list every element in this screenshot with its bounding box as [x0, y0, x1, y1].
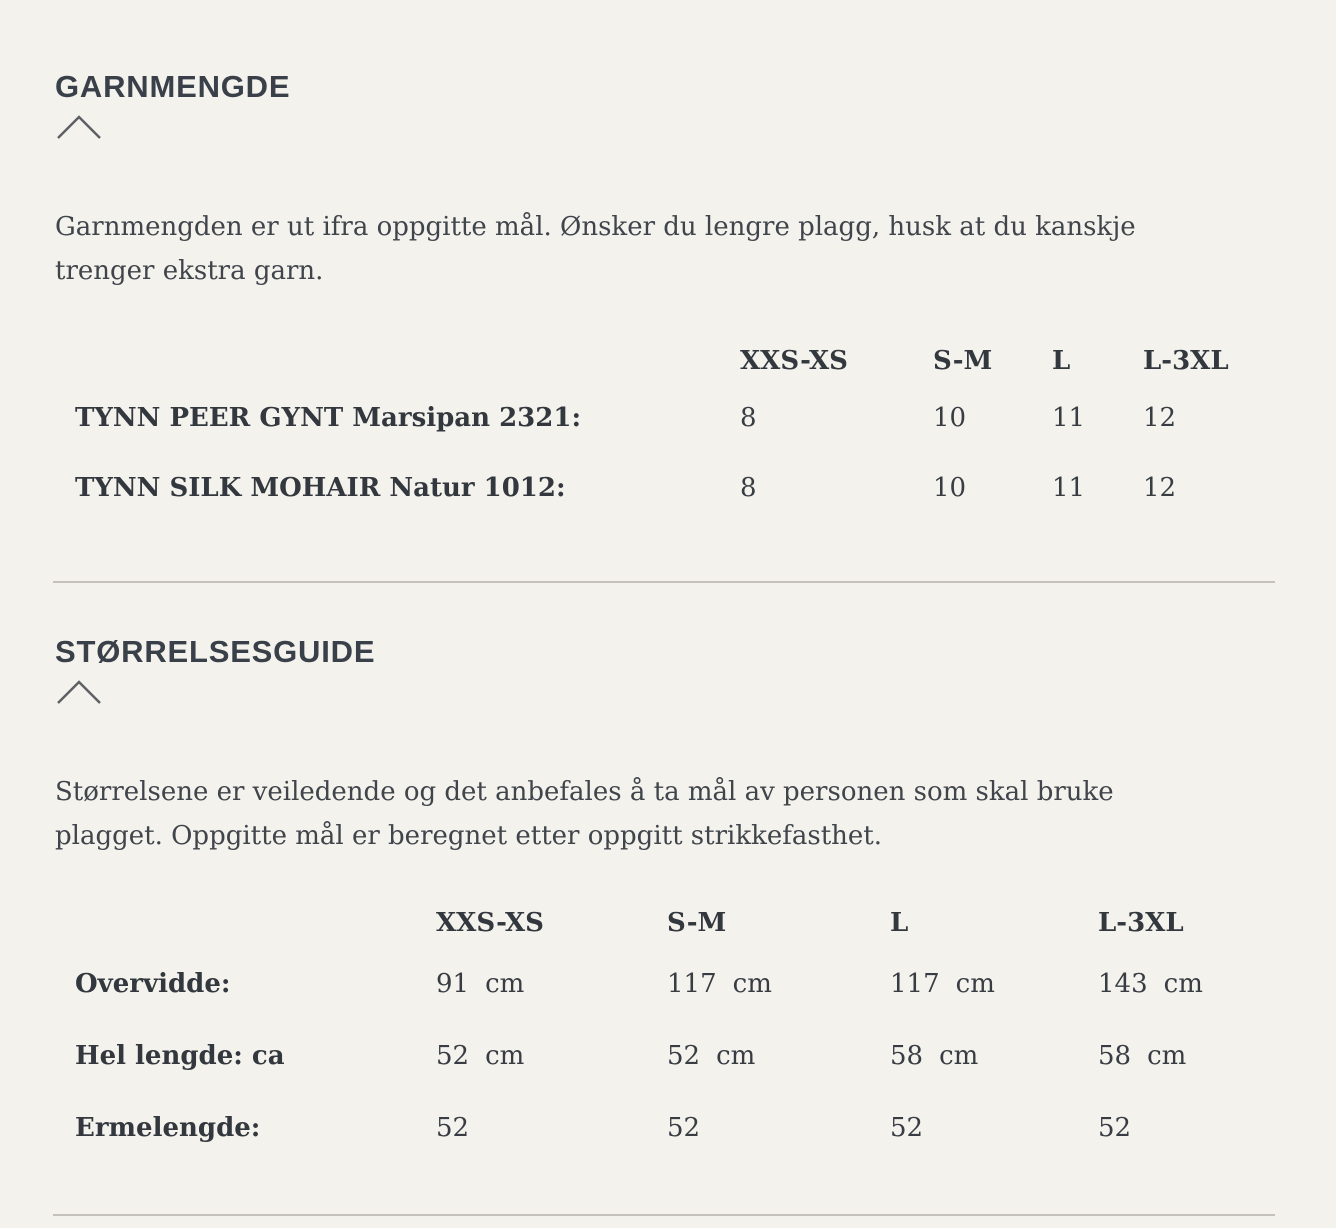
table-cell: 10	[933, 403, 967, 433]
section-title-storrelsesguide: STØRRELSESGUIDE	[55, 634, 376, 669]
measure-unit: cm	[939, 1041, 979, 1071]
measure-value: 58	[1098, 1041, 1132, 1071]
table-cell: 12	[1143, 473, 1177, 503]
measure-value: 58	[890, 1041, 924, 1071]
column-header-l-3xl: L-3XL	[1143, 346, 1229, 376]
chevron-up-icon[interactable]	[55, 678, 103, 706]
measure-value: 117	[667, 969, 717, 999]
measure-value: 117	[890, 969, 940, 999]
table-cell	[667, 969, 890, 999]
table-cell	[667, 1113, 890, 1143]
table-cell: 10	[933, 473, 967, 503]
measure-value: 52	[667, 1113, 701, 1143]
table-cell	[1098, 969, 1275, 999]
table-cell	[667, 1041, 890, 1071]
table-cell	[890, 1113, 1098, 1143]
row-label: Ermelengde:	[75, 1113, 261, 1143]
yarn-amount-table	[75, 339, 1275, 523]
table-header-row	[75, 898, 1275, 948]
table-header-row	[75, 339, 1275, 383]
measure-value: 52	[890, 1113, 924, 1143]
table-cell	[890, 969, 1098, 999]
measure-value: 52	[436, 1113, 470, 1143]
measure-unit: cm	[955, 969, 995, 999]
table-cell: 11	[1052, 473, 1086, 503]
table-cell	[1098, 1041, 1275, 1071]
measure-unit: cm	[716, 1041, 756, 1071]
table-cell: 12	[1143, 403, 1177, 433]
column-header-s-m: S-M	[933, 346, 993, 376]
size-guide-table	[75, 898, 1275, 1164]
measure-value: 143	[1098, 969, 1148, 999]
column-header-xxs-xs: XXS-XS	[740, 346, 848, 376]
measure-unit: cm	[732, 969, 772, 999]
column-header-s-m: S-M	[667, 908, 727, 938]
measure-value: 52	[436, 1041, 470, 1071]
row-label: TYNN PEER GYNT Marsipan 2321:	[75, 403, 582, 433]
column-header-l-3xl: L-3XL	[1098, 908, 1184, 938]
column-header-xxs-xs: XXS-XS	[436, 908, 544, 938]
measure-unit: cm	[1163, 969, 1203, 999]
section-title-garnmengde: GARNMENGDE	[55, 69, 291, 104]
column-header-l: L	[890, 908, 909, 938]
measure-value: 52	[667, 1041, 701, 1071]
table-cell	[436, 969, 667, 999]
accordion-header-storrelsesguide[interactable]	[55, 635, 1275, 706]
table-row	[75, 1020, 1275, 1092]
divider	[53, 581, 1275, 583]
table-cell: 8	[740, 473, 757, 503]
section-garnmengde	[55, 70, 1275, 523]
table-row	[75, 948, 1275, 1020]
table-row	[75, 383, 1275, 453]
table-cell	[1098, 1113, 1275, 1143]
section-storrelsesguide	[55, 635, 1275, 1164]
divider	[53, 1214, 1275, 1216]
table-cell: 8	[740, 403, 757, 433]
measure-unit: cm	[1147, 1041, 1187, 1071]
chevron-up-icon[interactable]	[55, 113, 103, 141]
table-cell: 11	[1052, 403, 1086, 433]
table-row	[75, 1092, 1275, 1164]
row-label: Hel lengde: ca	[75, 1041, 285, 1071]
table-cell	[436, 1113, 667, 1143]
section-description: Størrelsene er veiledende og det anbefales å ta mål av personen som skal bruke plagget. Oppgitte mål er beregnet etter oppgitt strikkefasthet.	[55, 777, 1114, 851]
section-description: Garnmengden er ut ifra oppgitte mål. Ønsker du lengre plagg, husk at du kanskje trenger ekstra garn.	[55, 212, 1136, 286]
table-cell	[890, 1041, 1098, 1071]
table-cell	[436, 1041, 667, 1071]
row-label: TYNN SILK MOHAIR Natur 1012:	[75, 473, 566, 503]
measure-unit: cm	[485, 969, 525, 999]
row-label: Overvidde:	[75, 969, 231, 999]
measure-value: 52	[1098, 1113, 1132, 1143]
column-header-l: L	[1052, 346, 1071, 376]
table-row	[75, 453, 1275, 523]
measure-value: 91	[436, 969, 470, 999]
measure-unit: cm	[485, 1041, 525, 1071]
accordion-header-garnmengde[interactable]	[55, 70, 1275, 141]
